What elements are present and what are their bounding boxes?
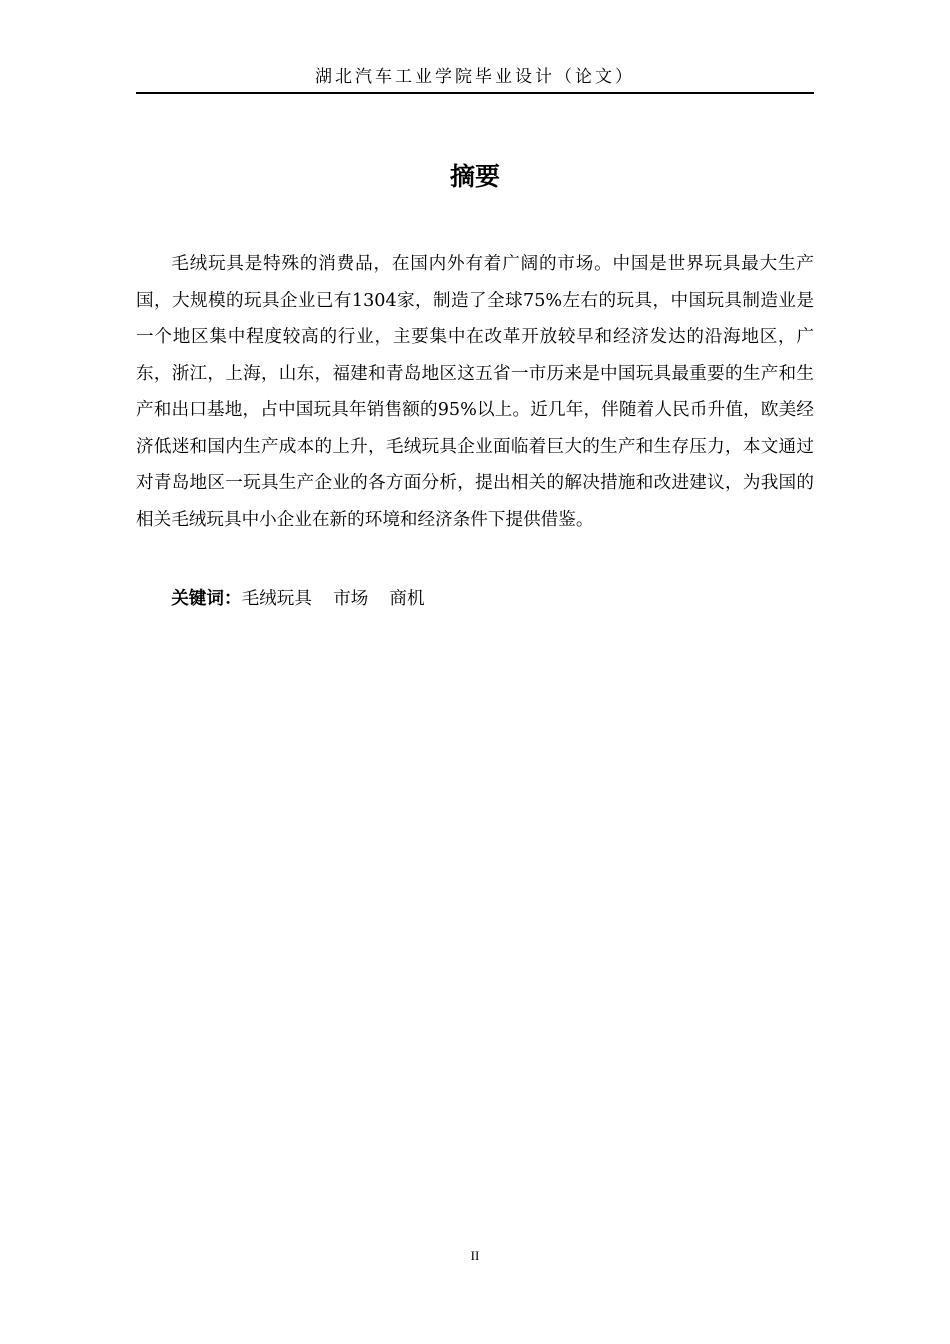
- abstract-paragraph: 毛绒玩具是特殊的消费品，在国内外有着广阔的市场。中国是世界玩具最大生产国，大规模的玩具企业已有1304家，制造了全球75%左右的玩具，中国玩具制造业是一个地区集中程度较高的行业，主要集中在改革开放较早和经济发达的沿海地区，广东，浙江，上海，山东，福建和青岛地区这五省一市历来是中国玩具最重要的生产和生产和出口基地，占中国玩具年销售额的95%以上。近几年，伴随着人民币升值，欧美经济低迷和国内生产成本的上升，毛绒玩具企业面临着巨大的生产和生存压力，本文通过对青岛地区一玩具生产企业的各方面分析，提出相关的解决措施和改进建议，为我国的相关毛绒玩具中小企业在新的环境和经济条件下提供借鉴。: [136, 254, 814, 530]
- keywords-label: 关键词：: [171, 589, 242, 609]
- keyword-item: 市场: [333, 589, 369, 609]
- header-title: 湖北汽车工业学院毕业设计（论文）: [315, 67, 635, 87]
- keywords-line: [136, 581, 814, 618]
- keyword-item: 商机: [389, 589, 425, 609]
- keyword-item: 毛绒玩具: [241, 589, 312, 609]
- page-number: II: [470, 1248, 480, 1263]
- abstract-heading: 摘要: [449, 162, 500, 191]
- running-header: [136, 62, 814, 94]
